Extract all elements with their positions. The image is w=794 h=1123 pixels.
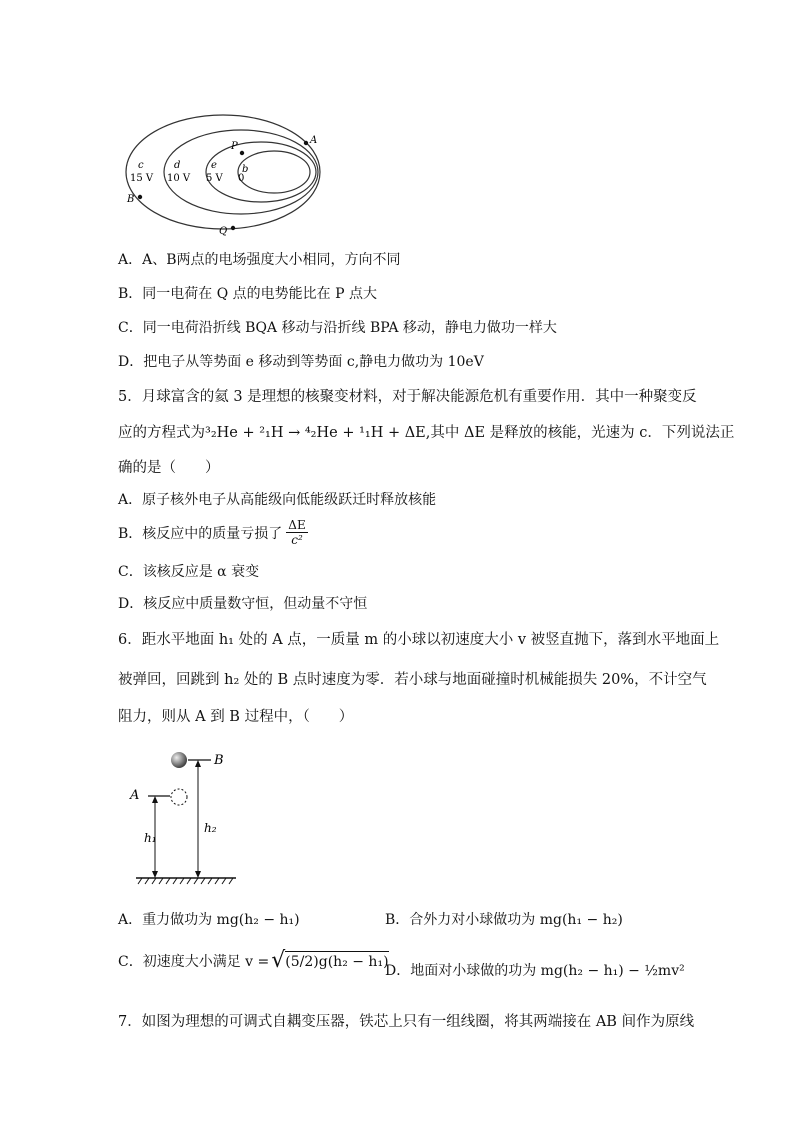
label-d-voltage: 10 V [167,173,191,184]
fraction-denominator: c² [291,533,303,547]
q5-option-a: A．原子核外电子从高能级向低能级跃迁时释放核能 [118,492,437,508]
label-h1: h₁ [144,831,157,845]
q5-stem-line1: 5．月球富含的氦 3 是理想的核聚变材料，对于解决能源危机有重要作用．其中一种聚变反 [118,389,697,405]
radical-sign: √ [271,948,286,973]
label-b-voltage: 0 [238,173,245,184]
label-B: B [127,194,135,205]
q6-option-c [118,948,389,973]
point-Q [231,226,235,230]
q5-stem-prefix: 应的方程式为 [118,425,205,441]
label-c-voltage: 15 V [130,173,154,184]
equipotential-d [164,130,318,214]
q4-option-a: A．A、B两点的电场强度大小相同，方向不同 [118,252,401,268]
fraction-numerator: ΔE [288,518,306,532]
equipotential-figure [118,108,338,238]
q5-option-b [118,518,308,547]
point-A [304,141,308,145]
q5-stem-suffix: ,其中 ΔE 是释放的核能，光速为 c．下列说法正 [425,425,735,441]
equipotential-b [238,151,310,193]
mass-defect-fraction [286,518,307,547]
label-e: e [211,160,217,171]
point-B [138,195,142,199]
label-h2: h₂ [204,821,217,835]
radicand: (5/2)g(h₂ − h₁) [285,951,388,970]
ball-height-figure [124,745,254,887]
point-P [240,151,244,155]
label-c: c [138,160,144,171]
q6-option-c-text: C．初速度大小满足 v = [118,953,270,970]
label-B: B [214,753,224,768]
ball-at-B [171,752,187,768]
equipotential-e [206,142,316,202]
label-A: A [310,135,318,146]
label-e-voltage: 5 V [206,173,223,184]
q6-option-d: D．地面对小球做的功为 mg(h₂ − h₁) − ½mv² [385,963,685,979]
q5-option-c: C．该核反应是 α 衰变 [118,564,260,580]
q5-stem-line3: 确的是（ ） [118,460,220,476]
q5-option-d: D．核反应中质量数守恒，但动量不守恒 [118,596,368,612]
equipotential-c [126,115,320,229]
q6-stem-line2: 被弹回，回跳到 h₂ 处的 B 点时速度为零．若小球与地面碰撞时机械能损失 20%，不计空气 [118,672,707,688]
q5-stem-line2 [118,421,734,442]
label-A: A [130,788,140,803]
q6-option-a: A．重力做功为 mg(h₂ − h₁) [118,912,300,928]
ball-at-A-dashed [171,789,187,805]
label-b: b [242,164,249,175]
q5-equation: ³₂He + ²₁H → ⁴₂He + ¹₁H + ΔE [205,425,426,441]
q5-option-b-text: B．核反应中的质量亏损了 [118,525,283,542]
label-P: P [231,141,238,152]
q6-stem-line3: 阻力，则从 A 到 B 过程中，（ ） [118,709,354,725]
label-Q: Q [219,226,228,237]
q4-option-b: B．同一电荷在 Q 点的电势能比在 P 点大 [118,286,377,302]
q6-stem-line1: 6．距水平地面 h₁ 处的 A 点，一质量 m 的小球以初速度大小 v 被竖直抛下，落到水平地面上 [118,632,720,648]
q6-option-b: B．合外力对小球做功为 mg(h₁ − h₂) [385,912,623,928]
label-d: d [174,160,181,171]
q7-stem-line1: 7．如图为理想的可调式自耦变压器，铁芯上只有一组线圈，将其两端接在 AB 间作为原线 [118,1014,695,1030]
q4-option-d: D．把电子从等势面 e 移动到等势面 c,静电力做功为 10eV [118,354,484,370]
q4-option-c: C．同一电荷沿折线 BQA 移动与沿折线 BPA 移动，静电力做功一样大 [118,320,557,336]
